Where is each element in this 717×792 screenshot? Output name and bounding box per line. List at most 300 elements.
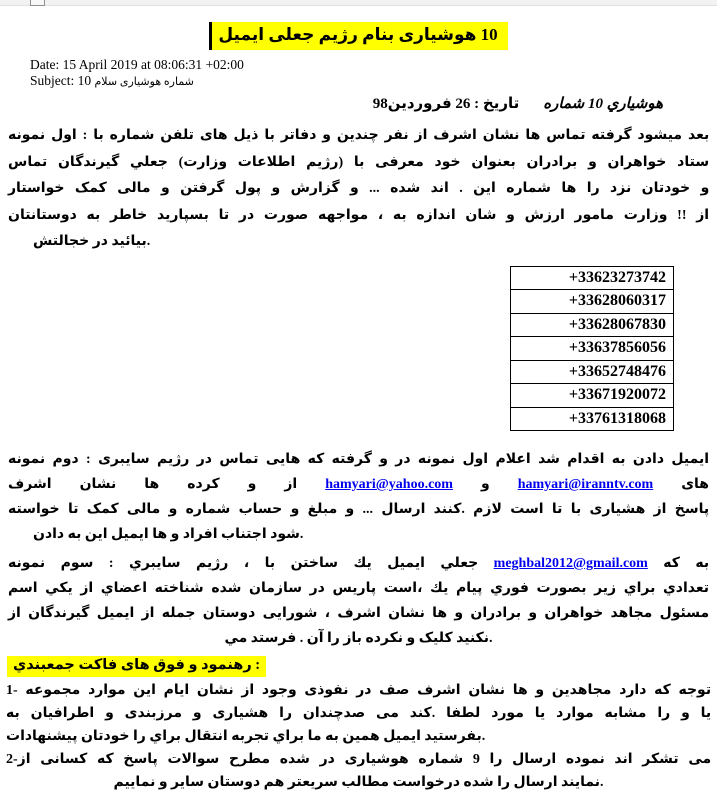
word-token: خواسته (8, 502, 60, 517)
word-token: براي (149, 729, 181, 744)
word-token: ، (324, 606, 331, 621)
word-token: خواستار (8, 181, 65, 196)
word-token: : (86, 452, 91, 467)
word-token: بصورت (536, 581, 587, 596)
word-token: پیام (455, 581, 483, 596)
email-link[interactable]: hamyari@iranntv.com (517, 477, 654, 492)
text-line (8, 522, 709, 547)
phone-number-cell: +33628060317 (511, 290, 674, 314)
word-token: شورایی (262, 606, 318, 621)
word-token: شماره (109, 128, 155, 143)
text-line (8, 472, 709, 497)
word-token: بسپارید (157, 207, 209, 223)
word-token: اطرافیان (30, 706, 95, 721)
text-line (8, 497, 709, 522)
word-token: هوشیاری (119, 76, 162, 88)
word-token: گرفته (331, 452, 372, 467)
word-token: ذیل (233, 128, 259, 143)
word-token: کرده (187, 477, 220, 492)
word-token: فاکت (78, 657, 118, 673)
text-line (8, 576, 709, 601)
word-token: از (241, 683, 255, 698)
word-token: ستاد (677, 154, 710, 170)
word-token: فوري (490, 581, 529, 596)
word-token: ایمیل (218, 25, 265, 44)
word-token: لازم (473, 502, 502, 517)
word-token: خود (434, 154, 461, 170)
date-line (30, 57, 717, 73)
word-token: 10 (587, 96, 603, 112)
word-token: تا (551, 502, 563, 517)
paragraph-sample-3 (0, 551, 717, 651)
word-token: شماره (506, 181, 551, 196)
text-line (6, 679, 711, 702)
word-token: را (133, 729, 146, 744)
word-token: دوستانتان (8, 207, 77, 223)
word-token: مواجهه (318, 207, 369, 223)
word-token: با (264, 128, 275, 143)
window-chrome-box (30, 0, 45, 6)
document-title-highlight (209, 22, 507, 50)
word-token: شماره (163, 76, 194, 88)
word-token: ها (561, 181, 577, 196)
text-line (8, 150, 709, 177)
word-token: های (681, 477, 710, 492)
word-token: یك (430, 581, 449, 596)
word-token: دفاتر (280, 128, 317, 143)
word-token: و (406, 631, 416, 646)
word-token: نمونه (417, 452, 456, 467)
word-token: معرفی (375, 154, 424, 170)
issue-date (373, 93, 520, 115)
word-token: جمعبندي (13, 657, 75, 673)
word-token: پاریس (332, 581, 377, 596)
word-token: و (158, 775, 168, 790)
word-token: و (160, 181, 170, 196)
word-token: با (353, 154, 365, 170)
word-token: این (84, 527, 108, 542)
word-token: اشرف (8, 477, 52, 492)
word-token: نماییم (113, 775, 156, 790)
word-token: نزد (610, 181, 632, 196)
word-token: هوشیاری (398, 25, 477, 44)
word-token: ارزش (524, 207, 565, 223)
word-token: سایبري (129, 556, 181, 571)
word-token: در (92, 234, 108, 249)
word-token: شده (463, 775, 494, 790)
phone-table-row (511, 266, 674, 290)
phone-number-cell: +33652748476 (511, 360, 674, 384)
word-token: و (290, 502, 300, 517)
word-token: مالی (117, 181, 151, 196)
word-token: گرفتن (180, 181, 225, 196)
word-token: را (327, 631, 340, 646)
word-token: تاریخ (482, 96, 520, 112)
word-token: کند. (409, 706, 436, 721)
text-line (8, 626, 709, 651)
issue-title (543, 93, 663, 115)
word-token: مجموعه (25, 683, 81, 698)
word-token: شماره (418, 752, 464, 767)
word-token: ما (307, 729, 322, 744)
text-line (6, 702, 711, 725)
word-token: شماره (185, 502, 231, 517)
word-token: کنند. (433, 502, 465, 517)
word-token: : (474, 96, 480, 112)
word-token: تماس (546, 128, 586, 143)
word-token: جعلي (440, 556, 479, 571)
word-token: مالی (126, 502, 161, 517)
date-value: 15 April 2019 at 08:06:31 +02:00 (62, 57, 244, 72)
phone-table-row (511, 313, 674, 337)
word-token: ایمیل (96, 606, 135, 621)
word-token: شناخته (154, 581, 204, 596)
word-token: نفر (384, 128, 409, 143)
word-token: سازمان (249, 581, 303, 596)
word-token: صف (379, 683, 410, 698)
word-token: اقدام (567, 452, 605, 467)
word-token: نفوذی (304, 683, 349, 698)
word-token: حساب (238, 502, 283, 517)
word-token: و (192, 706, 202, 721)
word-token: در (319, 752, 335, 767)
text-line (6, 771, 711, 792)
word-token: اندازه (416, 207, 456, 223)
word-token: اعضاي (100, 581, 148, 596)
word-token: اول (462, 452, 489, 467)
word-token: افراد (182, 527, 218, 542)
word-token: مطرح (228, 752, 271, 767)
word-token: دارد (619, 683, 647, 698)
word-token: تا (67, 502, 79, 517)
word-token: یا (700, 706, 712, 721)
word-token: مشابه (604, 706, 647, 721)
word-token: به (392, 207, 407, 223)
phone-number-table (510, 266, 674, 432)
word-token: شماره (543, 96, 585, 112)
word-token: تا (218, 207, 230, 223)
word-token: مامور (574, 207, 614, 223)
text-line (8, 203, 709, 230)
word-token: ها (432, 606, 448, 621)
text-line (8, 601, 709, 626)
word-token: و (105, 706, 114, 721)
word-token: ساختن (290, 556, 339, 571)
word-token: لطفا (446, 706, 481, 721)
word-token: هشیاری (589, 502, 646, 517)
word-token: وزارت (623, 207, 668, 223)
word-token: نشان (79, 477, 117, 492)
word-token: یكي (45, 581, 73, 596)
word-token: بیائید. (111, 234, 151, 249)
word-token: جعلي (130, 154, 168, 170)
word-token: دوم (52, 452, 79, 467)
word-token: از (284, 477, 298, 492)
word-token: هوشیاری (344, 752, 409, 767)
text-line (8, 447, 709, 472)
word-token: نمونه (8, 128, 46, 143)
word-token: و (681, 706, 690, 721)
word-token: مجاهد (610, 606, 653, 621)
word-token: های (120, 657, 150, 673)
word-token: موارد (88, 683, 126, 698)
word-token: شان (465, 207, 497, 223)
word-token: نشان (482, 128, 520, 143)
document-title-row (0, 0, 717, 50)
word-token: دادن (33, 527, 65, 542)
word-token: نموده (565, 752, 605, 767)
word-token: میشود (637, 128, 683, 143)
word-token: به (86, 207, 101, 223)
word-token: ارسال (381, 502, 426, 517)
word-token: اشرف (433, 128, 477, 143)
word-token: را (489, 752, 503, 767)
word-token: هشیاری (212, 706, 269, 721)
word-token: در (395, 452, 411, 467)
word-token: شده (211, 581, 242, 596)
word-token: است (510, 502, 544, 517)
word-token: آن (306, 631, 324, 646)
word-token: سوالات (167, 752, 220, 767)
word-token: خودتان (641, 181, 691, 196)
word-token: هایی (265, 452, 301, 467)
word-token: فرستد (250, 631, 297, 646)
word-token: ایمیل (111, 527, 149, 542)
word-token: کسانی (40, 752, 88, 767)
word-token: و (535, 683, 545, 698)
word-token: در (309, 581, 325, 596)
word-token: را (279, 706, 293, 721)
summary-item-2 (0, 748, 717, 792)
text-line (8, 176, 709, 203)
word-token: ... (362, 502, 374, 517)
text-line (6, 748, 711, 771)
word-token: دوستان (202, 606, 256, 621)
word-token: و (454, 606, 464, 621)
word-token: بفرستید. (424, 729, 486, 744)
word-token: جعلی (268, 25, 315, 44)
word-token: مورد (491, 706, 524, 721)
word-token: : (108, 556, 114, 571)
word-token: گیرندگان (57, 154, 120, 170)
word-token: خودتان (80, 729, 130, 744)
word-token: را (586, 181, 600, 196)
word-token: این (133, 683, 156, 698)
word-token: جمله (161, 606, 196, 621)
word-token: تعدادي (662, 581, 710, 596)
email-link[interactable]: hamyari@yahoo.com (325, 477, 453, 492)
word-token: خواهران (544, 606, 604, 621)
word-token: براي (623, 581, 656, 596)
word-token: با (264, 556, 276, 571)
word-token: تماس (8, 154, 48, 170)
word-token: مطالب (341, 775, 390, 790)
word-token: ، (243, 556, 250, 571)
word-token: نمایند. (561, 775, 604, 790)
word-token: هوشیاري (606, 96, 663, 112)
word-token: رژیم (196, 556, 229, 571)
phone-number-cell: +33671920072 (511, 384, 674, 408)
phone-table-row (511, 407, 674, 431)
word-token: سوم (60, 556, 94, 571)
word-token: به (67, 527, 82, 542)
word-token: نكنید. (456, 631, 493, 646)
word-token: باز (343, 631, 362, 646)
word-token: سریعتر (287, 775, 338, 790)
word-token: و (345, 502, 355, 517)
word-token: و (322, 128, 331, 143)
word-token: وجود (261, 683, 297, 698)
subject-label: Subject: (30, 73, 75, 88)
word-token: سایبری (98, 452, 150, 467)
word-token: و (588, 154, 597, 170)
word-token: دادن (632, 452, 665, 467)
word-token: پاسخ (674, 502, 710, 517)
window-chrome-fragment (0, 0, 717, 6)
word-token: همین (342, 729, 380, 744)
word-token: ها (144, 477, 160, 492)
word-token: پاسخ (123, 752, 158, 767)
subject-number: 10 (77, 73, 92, 88)
word-token: از (141, 606, 155, 621)
word-token: ارسال (512, 752, 557, 767)
word-token: درخواست (392, 775, 461, 790)
word-token: است، (383, 581, 423, 596)
word-token: . (459, 181, 463, 196)
summary-item-1 (0, 679, 717, 748)
word-token: ها (525, 128, 541, 143)
word-token: از (414, 128, 428, 143)
word-token: با (93, 128, 104, 143)
word-token: شده (279, 752, 310, 767)
word-token: صدچندان (302, 706, 366, 721)
word-token: خواهران (607, 154, 667, 170)
phone-number-cell: +33637856056 (511, 337, 674, 361)
paragraph-sample-1 (0, 123, 717, 256)
word-token: را (497, 775, 510, 790)
word-token: 2-از (6, 752, 31, 767)
email-meta (30, 57, 717, 90)
word-token: رژیم (156, 452, 190, 467)
word-token: که (654, 683, 671, 698)
word-token: تجربه (231, 729, 270, 744)
summary-heading-row (7, 656, 717, 677)
word-token: توجه (678, 683, 712, 698)
word-token: در (238, 207, 255, 223)
word-token: بعنوان (471, 154, 516, 170)
word-token: دوستان (207, 775, 261, 790)
text-line (6, 725, 711, 748)
word-token: گرفته (591, 128, 632, 143)
word-token: نكرده (365, 631, 403, 646)
word-token: 9 (472, 752, 480, 767)
word-token: اشرف (337, 606, 381, 621)
word-token: رژیم (318, 25, 358, 44)
word-token: مسئول (659, 606, 710, 621)
word-token: اشرف (417, 683, 461, 698)
word-token: اول (51, 128, 77, 143)
word-token: یا (534, 706, 546, 721)
word-token: تماس (219, 452, 259, 467)
word-token: را (657, 706, 671, 721)
word-token: های (199, 128, 228, 143)
word-token: مرزبندی (124, 706, 182, 721)
word-token: چندین (336, 128, 379, 143)
word-token: (وزارت (178, 154, 228, 170)
word-token: مي (224, 631, 248, 646)
word-token: می (376, 706, 399, 721)
word-token: مجاهدین (551, 683, 612, 698)
word-token: گیرندگان (28, 606, 90, 621)
word-token: به (611, 452, 626, 467)
word-token: !! (677, 207, 687, 223)
summary-heading-highlight (7, 656, 266, 677)
phone-number-cell: +33628067830 (511, 313, 674, 337)
word-token: بعد (688, 128, 710, 143)
word-token: ... (369, 181, 380, 196)
word-token: نشان (388, 606, 425, 621)
word-token: پیشنهادات (6, 729, 78, 744)
word-token: ها (512, 683, 528, 698)
word-token: می (688, 752, 712, 767)
word-token: : (255, 657, 261, 673)
word-token: ایام (163, 683, 190, 698)
word-token: به (325, 729, 339, 744)
word-token: در (356, 683, 372, 698)
word-token: سایر (171, 775, 205, 790)
word-token: نشان (196, 683, 234, 698)
word-token: تلفن (160, 128, 194, 143)
word-token: انتقال (184, 729, 228, 744)
word-token: از (8, 606, 21, 621)
email-link[interactable]: meghbal2012@gmail.com (493, 556, 648, 571)
text-line (8, 551, 709, 576)
word-token: رهنمود (201, 657, 252, 673)
word-token: و (480, 477, 490, 492)
word-token: ها (152, 527, 168, 542)
word-token: اند (614, 752, 633, 767)
text-line (8, 123, 709, 150)
word-token: از (653, 502, 667, 517)
word-token: و (528, 606, 538, 621)
word-token: : (82, 128, 88, 143)
word-token: کمک (74, 181, 107, 196)
word-token: اعلام (495, 452, 531, 467)
phone-number-cell: +33623273742 (511, 266, 674, 290)
word-token: نمونه (8, 452, 46, 467)
word-token: نشان (468, 683, 506, 698)
word-token: گزارش (290, 181, 340, 196)
word-token: و (350, 181, 359, 196)
word-token: صورت (263, 207, 309, 223)
paragraph-sample-2 (0, 447, 717, 547)
word-token: . (299, 631, 304, 646)
word-token: به (695, 556, 710, 571)
word-token: و (379, 452, 388, 467)
issue-header (0, 93, 717, 115)
word-token: برادران (526, 154, 578, 170)
subject-line (30, 73, 717, 90)
word-token: در (196, 452, 212, 467)
word-token: با (570, 502, 582, 517)
word-token: که (663, 556, 680, 571)
word-token: پول (234, 181, 262, 196)
date-label: Date: (30, 57, 60, 72)
word-token: 1- (6, 683, 18, 698)
word-token: بنام (362, 25, 395, 44)
word-token: شد (538, 452, 560, 467)
word-token: هم (263, 775, 285, 790)
